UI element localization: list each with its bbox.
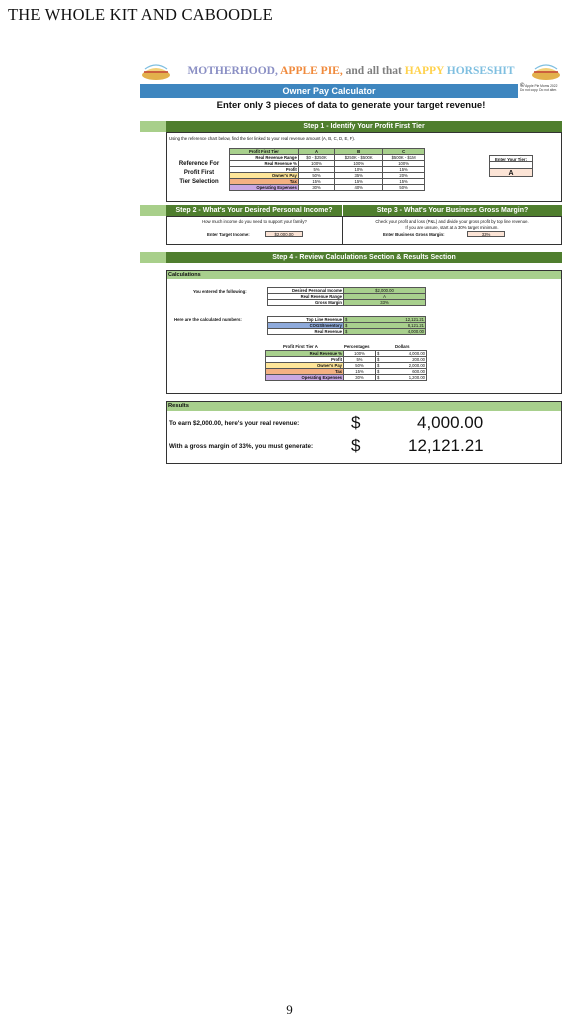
calculator-sheet: [140, 60, 562, 455]
table-cell: C: [383, 149, 425, 155]
results-top-line-currency: $: [351, 436, 361, 455]
reference-label-line-2: Profit First: [183, 170, 215, 176]
table-cell: $: [344, 317, 352, 323]
table-cell: 4,000.00: [384, 351, 427, 357]
table-cell: 20%: [383, 173, 425, 179]
results-real-revenue-value: 4,000.00: [417, 413, 484, 432]
table-cell: $: [376, 357, 384, 363]
table-cell: 10%: [335, 167, 383, 173]
table-cell: 50%: [344, 363, 376, 369]
reference-label-line-3: Tier Selection: [179, 179, 219, 185]
table-cell: Gross Margin: [268, 300, 344, 306]
reference-label-line-1: Reference For: [178, 161, 220, 167]
reference-label: [171, 160, 227, 187]
table-cell: 15%: [335, 179, 383, 185]
table-cell: 33%: [344, 300, 426, 306]
step2-section: [166, 216, 343, 245]
copyright-notice: [520, 84, 562, 98]
table-row: [268, 329, 426, 335]
calculator-title: Owner Pay Calculator: [140, 84, 518, 98]
results-top-line-value: 12,121.21: [408, 436, 484, 455]
step-bar-accent: [140, 205, 166, 216]
calculator-subtitle: Enter only 3 pieces of data to generate your target revenue!: [216, 100, 486, 111]
banner-part-happy: HAPPY: [404, 65, 447, 77]
table-cell: 5%: [344, 357, 376, 363]
table-cell: COGS/Inventory: [268, 323, 344, 329]
table-cell: 15%: [383, 167, 425, 173]
page-title: THE WHOLE KIT AND CABOODLE: [8, 5, 273, 24]
table-cell: Operating Expenses: [266, 375, 344, 381]
table-cell: Desired Personal Income: [268, 288, 344, 294]
table-cell: Tax: [266, 369, 344, 375]
banner-part-horseshit: HORSESHIT: [446, 65, 515, 77]
table-cell: 5%: [298, 167, 334, 173]
page-number: 9: [286, 1002, 293, 1017]
table-cell: 40%: [335, 185, 383, 191]
table-cell: 12,121.21: [352, 317, 426, 323]
step3-section: [342, 216, 562, 245]
banner-part-apple-pie: APPLE PIE,: [280, 65, 346, 77]
table-cell: Real Revenue Range: [230, 155, 299, 161]
entered-table: [267, 287, 426, 306]
table-cell: 35%: [335, 173, 383, 179]
table-cell: $0 - $250K: [298, 155, 334, 161]
table-cell: A: [344, 294, 426, 300]
table-cell: 100%: [335, 161, 383, 167]
step-bar-accent: [140, 252, 166, 263]
table-cell: 600.00: [384, 369, 427, 375]
table-cell: $500K - $1M: [383, 155, 425, 161]
table-cell: $: [376, 351, 384, 357]
table-cell: 15%: [383, 179, 425, 185]
step2-header: Step 2 - What's Your Desired Personal Income?: [166, 205, 342, 216]
table-cell: Profit: [230, 167, 299, 173]
table-cell: 100%: [298, 161, 334, 167]
step1-section: [166, 132, 562, 202]
table-cell: Profit First Tier: [230, 149, 299, 155]
table-cell: $: [376, 363, 384, 369]
table-cell: Tax: [230, 179, 299, 185]
banner: [140, 60, 562, 84]
table-cell: 100%: [344, 351, 376, 357]
table-cell: $: [344, 329, 352, 335]
calculations-section: [166, 270, 562, 394]
calculated-label: Here are the calculated numbers:: [174, 317, 242, 322]
tier-results-table: [265, 350, 427, 381]
table-cell: 1,200.00: [384, 375, 427, 381]
gross-margin-input[interactable]: 33%: [467, 231, 505, 237]
step4-header: Step 4 - Review Calculations Section & Results Section: [166, 252, 562, 263]
table-cell: $: [376, 375, 384, 381]
table-cell: Real Revenue %: [266, 351, 344, 357]
table-cell: 100%: [383, 161, 425, 167]
apple-pie-icon: [531, 61, 561, 81]
banner-title: [140, 65, 562, 77]
calculations-title: Calculations: [167, 271, 561, 279]
table-cell: B: [335, 149, 383, 155]
table-row: [266, 375, 427, 381]
table-cell: $: [344, 323, 352, 329]
tier-input[interactable]: A: [489, 168, 533, 177]
table-cell: 4,000.00: [352, 329, 426, 335]
table-cell: Operating Expenses: [230, 185, 299, 191]
step3-line-1: Check your profit and loss (P&L) and divide your gross profit by top line revenue.: [375, 219, 529, 224]
step1-instruction: Using the reference chart below, find the tier linked to your real revenue amount (A, B, C, D, E, F).: [169, 136, 356, 141]
target-income-input[interactable]: $2,000.00: [265, 231, 303, 237]
table-cell: 2,000.00: [384, 363, 427, 369]
table-cell: Profit: [266, 357, 344, 363]
tier-reference-table: [229, 148, 425, 191]
table-cell: Real Revenue %: [230, 161, 299, 167]
step2-question: How much income do you need to support your family?: [202, 219, 307, 224]
step3-line-2: If you are unsure, start at a 30% target minimum.: [405, 225, 499, 230]
table-cell: 200.00: [384, 357, 427, 363]
table-cell: 50%: [298, 173, 334, 179]
table-cell: 30%: [344, 375, 376, 381]
table-cell: Real Revenue Range: [268, 294, 344, 300]
step-bar-accent: [140, 121, 166, 132]
results-real-revenue-currency: $: [351, 413, 361, 432]
gross-margin-label: Enter Business Gross Margin:: [383, 232, 445, 237]
copyright-line-1: Apple Pie Moms 2022: [525, 84, 558, 88]
calculated-table: [267, 316, 426, 335]
banner-part-motherhood: MOTHERHOOD,: [187, 65, 281, 77]
step3-header: Step 3 - What's Your Business Gross Margin?: [343, 205, 562, 216]
table-cell: Owner's Pay: [230, 173, 299, 179]
results-section: [166, 401, 562, 464]
results-top-line-label: With a gross margin of 33%, you must generate:: [169, 443, 314, 450]
copyright-line-2: Do not copy. Do not alter.: [520, 88, 557, 93]
dollars-header: Dollars: [395, 344, 410, 349]
table-cell: Real Revenue: [268, 329, 344, 335]
copyright-icon: ©: [520, 83, 525, 90]
table-cell: $250K - $500K: [335, 155, 383, 161]
entered-label: You entered the following:: [193, 289, 247, 294]
tier-table-title: Profit First Tier A: [283, 344, 318, 349]
table-row: [230, 185, 425, 191]
table-cell: 30%: [298, 185, 334, 191]
table-cell: 15%: [344, 369, 376, 375]
table-row: [268, 300, 426, 306]
table-cell: 50%: [383, 185, 425, 191]
table-cell: $2,000.00: [344, 288, 426, 294]
table-cell: 15%: [298, 179, 334, 185]
table-cell: $: [376, 369, 384, 375]
banner-part-and-all: and all that: [345, 65, 405, 77]
step1-header: Step 1 - Identify Your Profit First Tier: [166, 121, 562, 132]
table-cell: 8,121.21: [352, 323, 426, 329]
results-title: Results: [167, 402, 561, 411]
table-cell: Top Line Revenue: [268, 317, 344, 323]
table-cell: Owner's Pay: [266, 363, 344, 369]
target-income-label: Enter Target Income:: [207, 232, 250, 237]
enter-tier-label: Enter Your Tier:: [489, 155, 533, 162]
table-cell: A: [298, 149, 334, 155]
percentages-header: Percentages: [344, 344, 370, 349]
results-real-revenue-label: To earn $2,000.00, here's your real revenue:: [169, 420, 300, 427]
